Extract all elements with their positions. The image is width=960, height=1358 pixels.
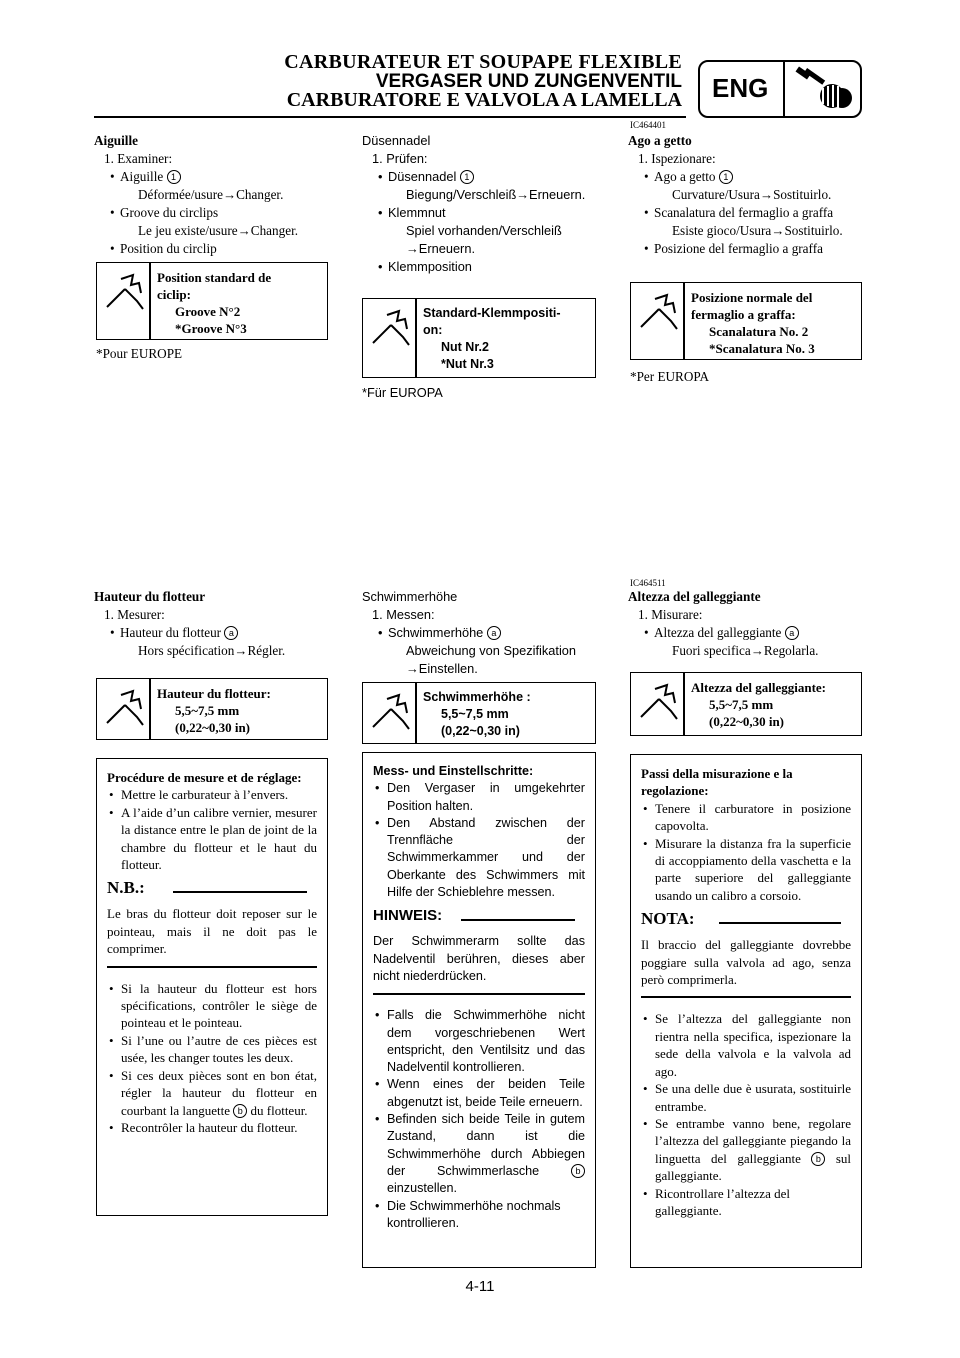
spec-line: Position standard de bbox=[157, 270, 272, 285]
fr-note-label: N.B.: bbox=[107, 878, 145, 898]
fr-groove-item-sub: Le jeu existe/usure→Changer. bbox=[138, 223, 299, 238]
fr-float-spec-text bbox=[157, 685, 321, 736]
it-procedure-step: • Se l’altezza del galleggiante non rientra nella specifica, ispezionare la sede della valvola e la valvola ad ago. bbox=[641, 1010, 851, 1080]
spec-wrench-icon bbox=[637, 291, 681, 331]
ref-marker: b bbox=[571, 1164, 585, 1178]
spec-divider bbox=[683, 283, 685, 359]
it-clip-spec-text bbox=[691, 289, 855, 357]
de-float-spec-text bbox=[423, 689, 589, 740]
de-float-title: Schwimmerhöhe bbox=[362, 589, 458, 604]
it-clip-position-item: • Posizione del fermaglio a graffa bbox=[628, 240, 864, 258]
de-needle-section bbox=[362, 132, 598, 276]
fr-procedure-step bbox=[107, 1067, 317, 1119]
de-float-spec-box bbox=[362, 682, 596, 744]
it-procedure-step: • Ricontrollare l’altezza del galleggiante. bbox=[641, 1185, 851, 1220]
spec-divider bbox=[683, 673, 685, 735]
spec-value: (0,22~0,30 in) bbox=[441, 724, 520, 738]
de-float-item-label: Schwimmerhöhe bbox=[388, 625, 484, 640]
it-procedure-step bbox=[641, 1115, 851, 1185]
de-procedure-step bbox=[373, 1111, 585, 1197]
fr-clip-spec-text bbox=[157, 269, 321, 337]
it-float-section bbox=[628, 588, 864, 660]
it-europe-note: *Per EUROPA bbox=[630, 369, 710, 384]
de-procedure-step: • Die Schwimmerhöhe nochmals kontrollieren. bbox=[373, 1198, 585, 1233]
ref-marker: a bbox=[224, 626, 238, 640]
de-procedure-step: • Den Abstand zwischen der Trennfläche der Schwimmerkammer und der Oberkante des Schwimmers mit Hilfe der Schieblehre messen. bbox=[373, 815, 585, 901]
it-float-item-label: Altezza del galleggiante bbox=[654, 625, 782, 640]
spec-wrench-icon bbox=[103, 687, 147, 727]
code-mid: IC464511 bbox=[630, 578, 666, 588]
de-float-step: 1. Messen: bbox=[372, 607, 435, 622]
spec-divider bbox=[149, 679, 151, 739]
spec-divider bbox=[149, 263, 151, 339]
de-note-text: Der Schwimmerarm sollte das Nadelventil berühren, dieses aber nicht niederdrücken. bbox=[373, 934, 585, 983]
note-end-rule bbox=[107, 966, 317, 968]
spec-divider bbox=[415, 299, 417, 377]
header-title-fr: CARBURATEUR ET SOUPAPE FLEXIBLE bbox=[284, 51, 682, 73]
spec-value: 5,5~7,5 mm bbox=[175, 703, 240, 718]
spec-line: Schwimmerhöhe : bbox=[423, 690, 531, 704]
spec-value: Groove N°2 bbox=[175, 304, 241, 319]
spec-line: fermaglio a graffa: bbox=[691, 307, 796, 322]
it-needle-title: Ago a getto bbox=[628, 133, 692, 148]
note-rule bbox=[719, 922, 841, 924]
de-procedure-step: • Falls die Schwimmerhöhe nicht dem vorgeschriebenen Wert entspricht, den Ventilsitz und das Nadelventil kontrollieren. bbox=[373, 1007, 585, 1076]
note-rule bbox=[461, 919, 575, 921]
de-procedure-title: Mess- und Einstellschritte: bbox=[373, 764, 534, 778]
fr-europe-note: *Pour EUROPE bbox=[96, 346, 183, 361]
it-groove-item-sub: Esiste gioco/Usura→Sostituirlo. bbox=[672, 223, 843, 238]
it-float-spec-text bbox=[691, 679, 855, 730]
de-clip-position-item: • Klemmposition bbox=[362, 258, 598, 276]
fr-procedure-step: • A l’aide d’un calibre vernier, mesurer la distance entre le plan de joint de la chambre du flotteur et le haut du flotteur. bbox=[107, 804, 317, 874]
de-note-heading bbox=[373, 907, 585, 933]
it-needle-item-sub: Curvature/Usura→Sostituirlo. bbox=[672, 187, 832, 202]
spec-line: Altezza del galleggiante: bbox=[691, 680, 827, 695]
de-needle-item-label: Düsennadel bbox=[388, 169, 457, 184]
it-procedure-box bbox=[630, 754, 862, 1268]
note-end-rule bbox=[373, 993, 585, 995]
de-step-text: Befinden sich beide Teile in gutem Zustand, dann ist die Schwimmerhöhe durch Abbiegen der Schwimmerlasche bbox=[387, 1112, 585, 1178]
it-float-spec-box bbox=[630, 672, 862, 736]
fr-groove-item: • Groove du circlips bbox=[94, 204, 330, 222]
ref-marker: 1 bbox=[167, 170, 181, 184]
ref-marker: 1 bbox=[460, 170, 474, 184]
spec-line: on: bbox=[423, 323, 443, 337]
fr-float-item-sub: Hors spécification→Régler. bbox=[138, 643, 286, 658]
de-europe-note: *Für EUROPA bbox=[362, 385, 443, 400]
fr-float-section bbox=[94, 588, 330, 660]
spec-wrench-icon bbox=[369, 307, 413, 347]
fr-needle-section bbox=[94, 132, 330, 258]
note-rule bbox=[173, 891, 307, 893]
spec-value: Scanalatura No. 2 bbox=[709, 324, 809, 339]
section-badge-label: ENG bbox=[712, 73, 769, 103]
spec-value: *Nut Nr.3 bbox=[441, 357, 494, 371]
fr-clip-spec-box bbox=[96, 262, 328, 340]
de-groove-item-sub: Spiel vorhanden/Verschleiß →Erneuern. bbox=[406, 223, 562, 256]
fr-note-heading bbox=[107, 879, 317, 905]
de-procedure-box bbox=[362, 752, 596, 1268]
de-needle-step: 1. Prüfen: bbox=[372, 151, 428, 166]
spec-divider bbox=[415, 683, 417, 743]
header-title-de: VERGASER UND ZUNGENVENTIL bbox=[375, 71, 682, 92]
engine-wrench-icon bbox=[792, 64, 854, 114]
it-clip-spec-box bbox=[630, 282, 862, 360]
fr-float-step: 1. Mesurer: bbox=[104, 607, 165, 622]
de-procedure-step: • Den Vergaser in umgekehrter Position halten. bbox=[373, 780, 585, 815]
spec-line: Standard-Klemmpositi- bbox=[423, 306, 561, 320]
it-step-text: Se entrambe vanno bene, regolare l’altezza del galleggiante piegando la linguetta del galleggiante bbox=[655, 1115, 851, 1166]
badge-divider bbox=[783, 62, 785, 116]
spec-wrench-icon bbox=[637, 681, 681, 721]
spec-value: 5,5~7,5 mm bbox=[441, 707, 509, 721]
de-needle-title: Düsennadel bbox=[362, 133, 431, 148]
header-title-it: CARBURATORE E VALVOLA A LAMELLA bbox=[286, 89, 682, 111]
fr-note-text: Le bras du flotteur doit reposer sur le pointeau, mais il ne doit pas le comprimer. bbox=[107, 906, 317, 957]
code-top: IC464401 bbox=[630, 120, 666, 130]
it-float-item bbox=[628, 624, 864, 642]
fr-float-spec-box bbox=[96, 678, 328, 740]
fr-procedure-step: • Si l’une ou l’autre de ces pièces est usée, les changer toutes les deux. bbox=[107, 1032, 317, 1067]
fr-needle-item-label: Aiguille bbox=[120, 169, 164, 184]
it-needle-item-label: Ago a getto bbox=[654, 169, 716, 184]
fr-procedure-box bbox=[96, 758, 328, 1216]
it-procedure-step: • Se una delle due è usurata, sostituirle entrambe. bbox=[641, 1080, 851, 1115]
ref-marker: 1 bbox=[719, 170, 733, 184]
fr-procedure-title: Procédure de mesure et de réglage: bbox=[107, 770, 302, 785]
fr-step-text: Si ces deux pièces sont en bon état, régler la hauteur du flotteur en courbant la languette bbox=[121, 1067, 317, 1118]
it-needle-item bbox=[628, 168, 864, 186]
spec-value: (0,22~0,30 in) bbox=[709, 714, 785, 729]
it-float-title: Altezza del galleggiante bbox=[628, 589, 761, 604]
note-end-rule bbox=[641, 996, 851, 998]
de-needle-item bbox=[362, 168, 598, 186]
it-procedure-title: Passi della misurazione e la regolazione: bbox=[641, 766, 793, 799]
fr-procedure-step: • Recontrôler la hauteur du flotteur. bbox=[107, 1119, 317, 1136]
spec-line: ciclip: bbox=[157, 287, 191, 302]
de-clip-spec-text bbox=[423, 305, 589, 373]
de-clip-spec-box bbox=[362, 298, 596, 378]
it-step-text: sul galleggiante. bbox=[655, 1150, 851, 1184]
spec-line: Posizione normale del bbox=[691, 290, 813, 305]
it-float-item-sub: Fuori specifica→Regolarla. bbox=[672, 643, 819, 658]
de-groove-item: • Klemmnut bbox=[362, 204, 598, 222]
fr-float-item bbox=[94, 624, 330, 642]
spec-value: 5,5~7,5 mm bbox=[709, 697, 774, 712]
spec-value: *Groove N°3 bbox=[175, 321, 247, 336]
de-float-item-sub: Abweichung von Spezifikation →Einstellen. bbox=[406, 643, 577, 676]
fr-clip-position-item: • Position du circlip bbox=[94, 240, 330, 258]
spec-value: Nut Nr.2 bbox=[441, 340, 489, 354]
fr-float-item-label: Hauteur du flotteur bbox=[120, 625, 222, 640]
spec-wrench-icon bbox=[103, 271, 147, 311]
ref-marker: b bbox=[811, 1152, 825, 1166]
spec-line: Hauteur du flotteur: bbox=[157, 686, 271, 701]
it-note-label: NOTA: bbox=[641, 909, 695, 929]
it-needle-step: 1. Ispezionare: bbox=[638, 151, 716, 166]
it-procedure-step: • Misurare la distanza fra la superficie di accoppiamento della vaschetta e la parte superiore del galleggiante usando un calibro a corsoio. bbox=[641, 835, 851, 905]
fr-needle-item bbox=[94, 168, 330, 186]
fr-step-text: du flotteur. bbox=[250, 1102, 308, 1118]
de-float-section bbox=[362, 588, 598, 678]
spec-value: (0,22~0,30 in) bbox=[175, 720, 251, 735]
fr-needle-item-sub: Déformée/usure→Changer. bbox=[138, 187, 284, 202]
de-needle-item-sub: Biegung/Verschleiß→Erneuern. bbox=[406, 187, 586, 202]
de-note-label: HINWEIS: bbox=[373, 907, 443, 925]
ref-marker: a bbox=[487, 626, 501, 640]
fr-procedure-step: • Mettre le carburateur à l’envers. bbox=[107, 786, 317, 803]
de-step-text: einzustellen. bbox=[387, 1181, 458, 1196]
it-needle-section bbox=[628, 132, 864, 258]
de-float-item bbox=[362, 624, 598, 642]
fr-procedure-step: • Si la hauteur du flotteur est hors spécifications, contrôler le siège de pointeau et le pointeau. bbox=[107, 980, 317, 1032]
fr-needle-step: 1. Examiner: bbox=[104, 151, 173, 166]
fr-needle-title: Aiguille bbox=[94, 133, 138, 148]
page-number: 4-11 bbox=[465, 1278, 495, 1295]
it-float-step: 1. Misurare: bbox=[638, 607, 703, 622]
it-groove-item: • Scanalatura del fermaglio a graffa bbox=[628, 204, 864, 222]
it-note-text: Il braccio del galleggiante dovrebbe poggiare sulla valvola ad ago, senza però comprimerla. bbox=[641, 937, 851, 988]
it-procedure-step: • Tenere il carburatore in posizione capovolta. bbox=[641, 800, 851, 835]
header-rule bbox=[94, 116, 686, 118]
it-note-heading bbox=[641, 910, 851, 936]
spec-wrench-icon bbox=[369, 691, 413, 731]
ref-marker: a bbox=[785, 626, 799, 640]
spec-value: *Scanalatura No. 3 bbox=[709, 341, 815, 356]
ref-marker: b bbox=[233, 1104, 247, 1118]
fr-float-title: Hauteur du flotteur bbox=[94, 589, 206, 604]
de-procedure-step: • Wenn eines der beiden Teile abgenutzt ist, beide Teile erneuern. bbox=[373, 1076, 585, 1111]
